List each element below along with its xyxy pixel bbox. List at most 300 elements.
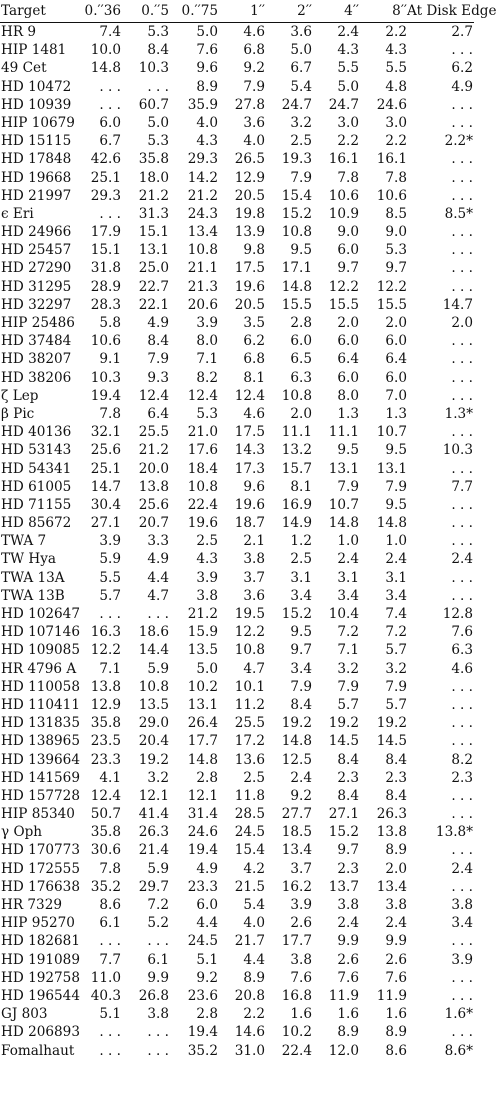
value-cell: 7.8: [337, 169, 359, 186]
value-cell: 12.9: [90, 696, 121, 713]
value-cell: 7.2: [147, 897, 169, 913]
target-cell: HD 138965: [1, 733, 80, 750]
value-cell: 5.5: [385, 60, 407, 77]
value-cell: 16.9: [281, 496, 312, 513]
value-cell: 4.9: [451, 78, 473, 95]
value-cell: . . .: [451, 42, 473, 59]
value-cell: 4.3: [196, 551, 218, 568]
value-cell: 2.3: [337, 860, 359, 877]
value-cell: 18.6: [138, 624, 169, 641]
value-cell: 17.7: [187, 733, 218, 750]
value-cell: 25.1: [90, 169, 121, 186]
value-cell: 18.7: [234, 515, 265, 532]
value-cell: . . .: [451, 278, 473, 295]
target-cell: HIP 1481: [1, 42, 67, 59]
value-cell: 3.9: [196, 315, 218, 331]
value-cell: 5.7: [385, 642, 407, 659]
value-cell: 13.8: [376, 824, 407, 841]
value-cell: 3.8: [451, 897, 473, 913]
target-cell: HIP 10679: [1, 114, 75, 131]
target-cell: HD 53143: [1, 442, 72, 459]
value-cell: 8.0: [196, 333, 218, 350]
value-cell: 15.2: [281, 205, 312, 222]
value-cell: 3.4: [451, 915, 473, 932]
target-cell: HD 110411: [1, 696, 80, 713]
value-cell: 32.1: [90, 424, 121, 441]
table-row: [0, 514, 474, 532]
value-cell: 6.3: [290, 369, 312, 386]
value-cell: 13.1: [187, 696, 218, 713]
value-cell: 6.4: [147, 405, 169, 422]
value-cell: 19.2: [281, 715, 312, 732]
value-cell: 7.9: [290, 678, 312, 695]
value-cell: 11.0: [90, 969, 121, 986]
value-cell: 5.7: [385, 696, 407, 713]
value-cell: 15.7: [281, 460, 312, 477]
table-row: [0, 605, 474, 623]
value-cell: 8.9: [196, 78, 218, 95]
value-cell: 15.2: [281, 606, 312, 622]
value-cell: 7.9: [337, 678, 359, 695]
table-row: [0, 169, 474, 187]
value-cell: 14.5: [376, 733, 407, 750]
value-cell: 27.8: [234, 96, 265, 113]
value-cell: 35.9: [187, 96, 218, 113]
value-cell: 6.0: [337, 333, 359, 350]
table-row: [0, 78, 474, 96]
table-row: [0, 860, 474, 878]
value-cell: 24.6: [376, 96, 407, 113]
value-cell: 8.9: [385, 1024, 407, 1041]
value-cell: 2.0: [385, 315, 407, 331]
value-cell: 13.8*: [435, 824, 473, 841]
value-cell: 7.6: [337, 969, 359, 986]
value-cell: 7.2: [385, 624, 407, 641]
target-cell: ϵ Eri: [1, 205, 34, 222]
value-cell: 17.2: [234, 733, 265, 750]
value-cell: 11.9: [376, 987, 407, 1004]
value-cell: 3.0: [385, 114, 407, 131]
value-cell: 18.0: [138, 169, 169, 186]
value-cell: 22.4: [187, 496, 218, 513]
value-cell: 10.3: [90, 369, 121, 386]
value-cell: 6.8: [243, 351, 265, 368]
value-cell: 6.5: [290, 351, 312, 368]
value-cell: 3.5: [243, 315, 265, 331]
table-row: [0, 714, 474, 732]
value-cell: . . .: [147, 933, 169, 950]
value-cell: 3.8: [385, 897, 407, 913]
value-cell: 10.2: [187, 678, 218, 695]
target-cell: HD 139664: [1, 751, 80, 768]
table-row: [0, 532, 474, 550]
value-cell: 4.0: [243, 133, 265, 150]
value-cell: 2.4: [451, 551, 473, 568]
value-cell: 6.3: [451, 642, 473, 659]
value-cell: 9.3: [147, 369, 169, 386]
value-cell: 5.7: [99, 587, 121, 604]
value-cell: 13.1: [328, 460, 359, 477]
target-cell: TW Hya: [1, 551, 56, 568]
value-cell: 4.9: [147, 551, 169, 568]
value-cell: 13.4: [187, 224, 218, 241]
value-cell: 22.4: [281, 1042, 312, 1059]
value-cell: 16.1: [376, 151, 407, 168]
value-cell: 13.5: [138, 696, 169, 713]
value-cell: 3.8: [196, 587, 218, 604]
value-cell: 4.9: [196, 860, 218, 877]
value-cell: . . .: [147, 1024, 169, 1041]
value-cell: 3.4: [290, 587, 312, 604]
value-cell: 2.2: [385, 24, 407, 40]
value-cell: 3.6: [290, 24, 312, 40]
value-cell: 8.9: [385, 842, 407, 859]
value-cell: 40.3: [90, 987, 121, 1004]
target-cell: TWA 13B: [1, 587, 65, 604]
value-cell: 11.1: [328, 424, 359, 441]
value-cell: 19.4: [90, 387, 121, 404]
value-cell: 23.3: [187, 878, 218, 895]
value-cell: 14.8: [328, 515, 359, 532]
target-cell: HD 40136: [1, 424, 72, 441]
value-cell: 10.7: [376, 424, 407, 441]
value-cell: 11.1: [281, 424, 312, 441]
value-cell: 4.4: [243, 951, 265, 968]
table-row: [0, 841, 474, 859]
table-row: [0, 951, 474, 969]
value-cell: 3.7: [290, 860, 312, 877]
target-cell: TWA 7: [1, 533, 47, 550]
table-row: [0, 132, 474, 150]
value-cell: 10.7: [328, 496, 359, 513]
value-cell: 8.9: [243, 969, 265, 986]
value-cell: 16.1: [328, 151, 359, 168]
value-cell: . . .: [451, 424, 473, 441]
value-cell: 4.8: [385, 78, 407, 95]
value-cell: 15.1: [90, 242, 121, 259]
value-cell: 4.6: [243, 24, 265, 40]
value-cell: 20.4: [138, 733, 169, 750]
table-row: [0, 496, 474, 514]
target-cell: HD 38206: [1, 369, 72, 386]
value-cell: 14.4: [138, 642, 169, 659]
value-cell: 19.6: [234, 496, 265, 513]
value-cell: 6.0: [337, 369, 359, 386]
value-cell: 21.2: [138, 187, 169, 204]
value-cell: 13.4: [281, 842, 312, 859]
header-cell: 0.′′75: [181, 2, 218, 19]
table-row: [0, 405, 474, 423]
value-cell: 3.8: [337, 897, 359, 913]
value-cell: 23.3: [90, 751, 121, 768]
value-cell: 8.4: [290, 696, 312, 713]
value-cell: 41.4: [138, 806, 169, 823]
value-cell: . . .: [451, 678, 473, 695]
value-cell: 5.2: [147, 915, 169, 932]
value-cell: 31.8: [90, 260, 121, 277]
value-cell: 24.6: [187, 824, 218, 841]
value-cell: 4.3: [337, 42, 359, 59]
value-cell: 21.7: [234, 933, 265, 950]
value-cell: 10.6: [90, 333, 121, 350]
table-row: [0, 751, 474, 769]
value-cell: 21.4: [138, 842, 169, 859]
table-row: [0, 460, 474, 478]
value-cell: 10.2: [281, 1024, 312, 1041]
table-row: [0, 805, 474, 823]
value-cell: 10.6: [376, 187, 407, 204]
value-cell: 16.2: [281, 878, 312, 895]
value-cell: 9.6: [196, 60, 218, 77]
value-cell: 2.6: [337, 951, 359, 968]
value-cell: 12.4: [90, 787, 121, 804]
value-cell: 9.9: [147, 969, 169, 986]
value-cell: 2.3: [451, 769, 473, 786]
value-cell: . . .: [451, 96, 473, 113]
value-cell: 21.5: [234, 878, 265, 895]
value-cell: 8.4: [385, 751, 407, 768]
target-cell: HIP 95270: [1, 915, 75, 932]
value-cell: . . .: [451, 515, 473, 532]
target-cell: HD 85672: [1, 515, 72, 532]
value-cell: 5.4: [243, 897, 265, 913]
value-cell: 7.8: [99, 860, 121, 877]
value-cell: 35.8: [138, 151, 169, 168]
value-cell: 3.2: [147, 769, 169, 786]
value-cell: 7.9: [147, 351, 169, 368]
value-cell: . . .: [99, 205, 121, 222]
value-cell: . . .: [451, 460, 473, 477]
value-cell: . . .: [147, 78, 169, 95]
value-cell: 17.5: [234, 424, 265, 441]
value-cell: 9.7: [385, 260, 407, 277]
table-row: [0, 1042, 474, 1060]
value-cell: 8.4: [337, 787, 359, 804]
value-cell: 3.9: [290, 897, 312, 913]
value-cell: 12.4: [187, 387, 218, 404]
value-cell: 4.9: [147, 315, 169, 331]
value-cell: 6.0: [337, 242, 359, 259]
value-cell: 28.3: [90, 296, 121, 313]
table-row: [0, 350, 474, 368]
value-cell: 3.3: [147, 533, 169, 550]
table-body: [0, 23, 474, 1060]
value-cell: 24.5: [187, 933, 218, 950]
header-cell: At Disk Edge: [407, 2, 497, 19]
value-cell: 1.3: [385, 405, 407, 422]
value-cell: 6.4: [385, 351, 407, 368]
value-cell: 3.2: [385, 660, 407, 677]
value-cell: 10.8: [187, 242, 218, 259]
value-cell: 7.6: [290, 969, 312, 986]
value-cell: 24.3: [187, 205, 218, 222]
value-cell: 12.2: [328, 278, 359, 295]
value-cell: 5.0: [196, 24, 218, 40]
target-cell: HD 157728: [1, 787, 80, 804]
value-cell: 8.4: [385, 787, 407, 804]
value-cell: 6.4: [337, 351, 359, 368]
value-cell: 12.8: [442, 606, 473, 622]
value-cell: 1.6*: [444, 1006, 473, 1023]
value-cell: 17.1: [281, 260, 312, 277]
value-cell: 15.4: [234, 842, 265, 859]
value-cell: 25.0: [138, 260, 169, 277]
target-cell: 49 Cet: [1, 60, 47, 77]
target-cell: HD 182681: [1, 933, 80, 950]
table-row: [0, 769, 474, 787]
target-cell: HD 107146: [1, 624, 80, 641]
value-cell: 7.8: [99, 405, 121, 422]
value-cell: 23.5: [90, 733, 121, 750]
table-row: [0, 205, 474, 223]
value-cell: 9.9: [385, 933, 407, 950]
value-cell: 7.7: [451, 478, 473, 495]
value-cell: 5.3: [147, 24, 169, 40]
value-cell: 2.5: [290, 551, 312, 568]
value-cell: 15.5: [281, 296, 312, 313]
target-cell: HD 176638: [1, 878, 80, 895]
value-cell: 13.2: [281, 442, 312, 459]
value-cell: 6.2: [451, 60, 473, 77]
value-cell: 10.8: [281, 387, 312, 404]
value-cell: 6.1: [147, 951, 169, 968]
target-cell: HD 37484: [1, 333, 72, 350]
table-row: [0, 314, 474, 332]
value-cell: 35.8: [90, 824, 121, 841]
target-cell: HD 131835: [1, 715, 80, 732]
table-row: [0, 187, 474, 205]
value-cell: 9.5: [337, 442, 359, 459]
table-row: [0, 241, 474, 259]
table-row: [0, 478, 474, 496]
value-cell: 12.4: [138, 387, 169, 404]
value-cell: 10.4: [328, 606, 359, 622]
value-cell: 5.3: [196, 405, 218, 422]
value-cell: 8.4: [147, 42, 169, 59]
value-cell: . . .: [451, 533, 473, 550]
value-cell: 13.9: [234, 224, 265, 241]
value-cell: 25.6: [90, 442, 121, 459]
table-row: [0, 623, 474, 641]
value-cell: 6.7: [99, 133, 121, 150]
value-cell: 2.3: [337, 769, 359, 786]
table-row: [0, 114, 474, 132]
table-row: [0, 96, 474, 114]
value-cell: 25.5: [234, 715, 265, 732]
value-cell: 10.8: [234, 642, 265, 659]
table-row: [0, 296, 474, 314]
table-row: [0, 641, 474, 659]
value-cell: 7.7: [99, 951, 121, 968]
value-cell: 14.7: [442, 296, 473, 313]
value-cell: 3.2: [337, 660, 359, 677]
value-cell: 35.2: [90, 878, 121, 895]
target-cell: HD 25457: [1, 242, 72, 259]
value-cell: . . .: [451, 151, 473, 168]
value-cell: 7.6: [196, 42, 218, 59]
header-cell: 8′′: [392, 2, 407, 19]
table-row: [0, 660, 474, 678]
value-cell: 2.3: [385, 769, 407, 786]
value-cell: 3.9: [451, 951, 473, 968]
table-row: [0, 1005, 474, 1023]
value-cell: 10.1: [234, 678, 265, 695]
value-cell: 15.5: [328, 296, 359, 313]
value-cell: 7.2: [337, 624, 359, 641]
value-cell: 6.1: [99, 915, 121, 932]
value-cell: 2.0: [451, 315, 473, 331]
value-cell: 8.0: [337, 387, 359, 404]
target-cell: HD 61005: [1, 478, 72, 495]
value-cell: 9.2: [243, 60, 265, 77]
table-row: [0, 587, 474, 605]
value-cell: 5.0: [147, 114, 169, 131]
value-cell: . . .: [451, 696, 473, 713]
value-cell: . . .: [451, 733, 473, 750]
value-cell: 23.6: [187, 987, 218, 1004]
value-cell: 18.5: [281, 824, 312, 841]
target-cell: HD 31295: [1, 278, 72, 295]
target-cell: HD 71155: [1, 496, 72, 513]
value-cell: 30.4: [90, 496, 121, 513]
value-cell: 25.5: [138, 424, 169, 441]
value-cell: 20.0: [138, 460, 169, 477]
table-row: [0, 787, 474, 805]
value-cell: 3.7: [243, 569, 265, 586]
value-cell: 2.5: [290, 133, 312, 150]
target-cell: HR 9: [1, 24, 37, 40]
table-row: [0, 569, 474, 587]
value-cell: 6.0: [99, 114, 121, 131]
value-cell: 15.9: [187, 624, 218, 641]
value-cell: 21.3: [187, 278, 218, 295]
value-cell: 9.7: [290, 642, 312, 659]
header-cell: 2′′: [297, 2, 312, 19]
value-cell: 26.3: [376, 806, 407, 823]
value-cell: 9.6: [243, 478, 265, 495]
table-row: [0, 278, 474, 296]
value-cell: 15.1: [138, 224, 169, 241]
value-cell: 12.2: [376, 278, 407, 295]
value-cell: 17.9: [90, 224, 121, 241]
table-row: [0, 696, 474, 714]
value-cell: 9.5: [290, 624, 312, 641]
value-cell: 25.1: [90, 460, 121, 477]
value-cell: 3.8: [290, 951, 312, 968]
value-cell: 19.8: [234, 205, 265, 222]
value-cell: 12.2: [234, 624, 265, 641]
value-cell: 8.9: [337, 1024, 359, 1041]
target-cell: HD 19668: [1, 169, 72, 186]
value-cell: 22.1: [138, 296, 169, 313]
value-cell: . . .: [147, 1042, 169, 1059]
value-cell: 14.8: [281, 733, 312, 750]
value-cell: 13.1: [138, 242, 169, 259]
value-cell: 1.3*: [444, 405, 473, 422]
value-cell: 21.0: [187, 424, 218, 441]
target-cell: HD 196544: [1, 987, 80, 1004]
value-cell: 31.4: [187, 806, 218, 823]
target-cell: HD 15115: [1, 133, 72, 150]
value-cell: 4.2: [243, 860, 265, 877]
value-cell: 8.4: [147, 333, 169, 350]
target-cell: HD 192758: [1, 969, 80, 986]
value-cell: 5.1: [196, 951, 218, 968]
target-cell: HD 170773: [1, 842, 80, 859]
target-cell: HD 109085: [1, 642, 80, 659]
value-cell: 25.6: [138, 496, 169, 513]
target-cell: HD 172555: [1, 860, 80, 877]
